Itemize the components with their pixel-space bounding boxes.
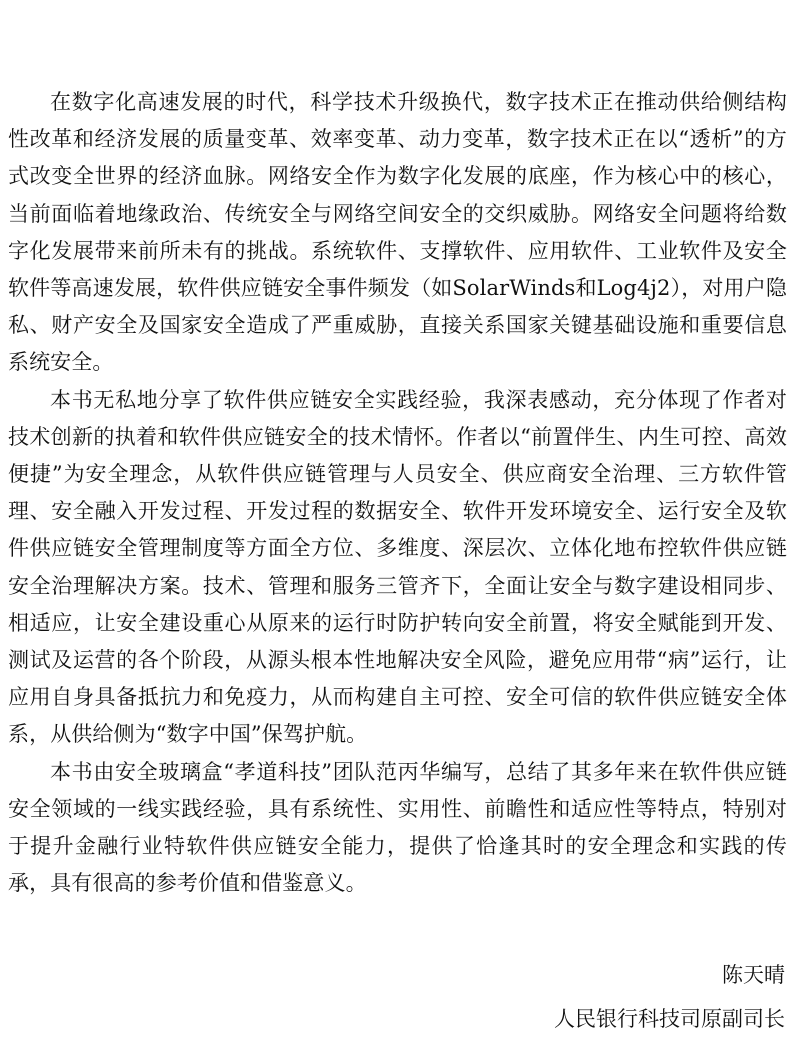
body-paragraph-1: 在数字化高速发展的时代，科学技术升级换代，数字技术正在推动供给侧结构性改革和经济发展的质量变革、效率变革、动力变革，数字技术正在以“透析”的方式改变全世界的经济血脉。网络安全作为数字化发展的底座，作为核心中的核心，当前面临着地缘政治、传统安全与网络空间安全的交织威胁。网络安全问题将给数字化发展带来前所未有的挑战。系统软件、支撑软件、应用软件、工业软件及安全软件等高速发展，软件供应链安全事件频发（如SolarWinds和Log4j2），对用户隐私、财产安全及国家安全造成了严重威胁，直接关系国家关键基础设施和重要信息系统安全。 <box>8 90 787 375</box>
author-title: 人民银行科技司原副司长 <box>554 1007 785 1031</box>
body-paragraph-2: 本书无私地分享了软件供应链安全实践经验，我深表感动，充分体现了作者对技术创新的执着和软件供应链安全的技术情怀。作者以“前置伴生、内生可控、高效便捷”为安全理念，从软件供应链管理与人员安全、供应商安全治理、三方软件管理、安全融入开发过程、开发过程的数据安全、软件开发环境安全、运行安全及软件供应链安全管理制度等方面全方位、多维度、深层次、立体化地布控软件供应链安全治理解决方案。技术、管理和服务三管齐下，全面让安全与数字建设相同步、相适应，让安全建设重心从原来的运行时防护转向安全前置，将安全赋能到开发、测试及运营的各个阶段，从源头根本性地解决安全风险，避免应用带“病”运行，让应用自身具备抵抗力和免疫力，从而构建自主可控、安全可信的软件供应链安全体系，从供给侧为“数字中国”保驾护航。 <box>8 387 787 747</box>
signature-block <box>554 953 785 1041</box>
author-name: 陈天晴 <box>722 963 785 987</box>
body-paragraph-3: 本书由安全玻璃盒“孝道科技”团队范丙华编写，总结了其多年来在软件供应链安全领域的一线实践经验，具有系统性、实用性、前瞻性和适应性等特点，特别对于提升金融行业特软件供应链安全能力，提供了恰逢其时的安全理念和实践的传承，具有很高的参考价值和借鉴意义。 <box>8 759 787 896</box>
